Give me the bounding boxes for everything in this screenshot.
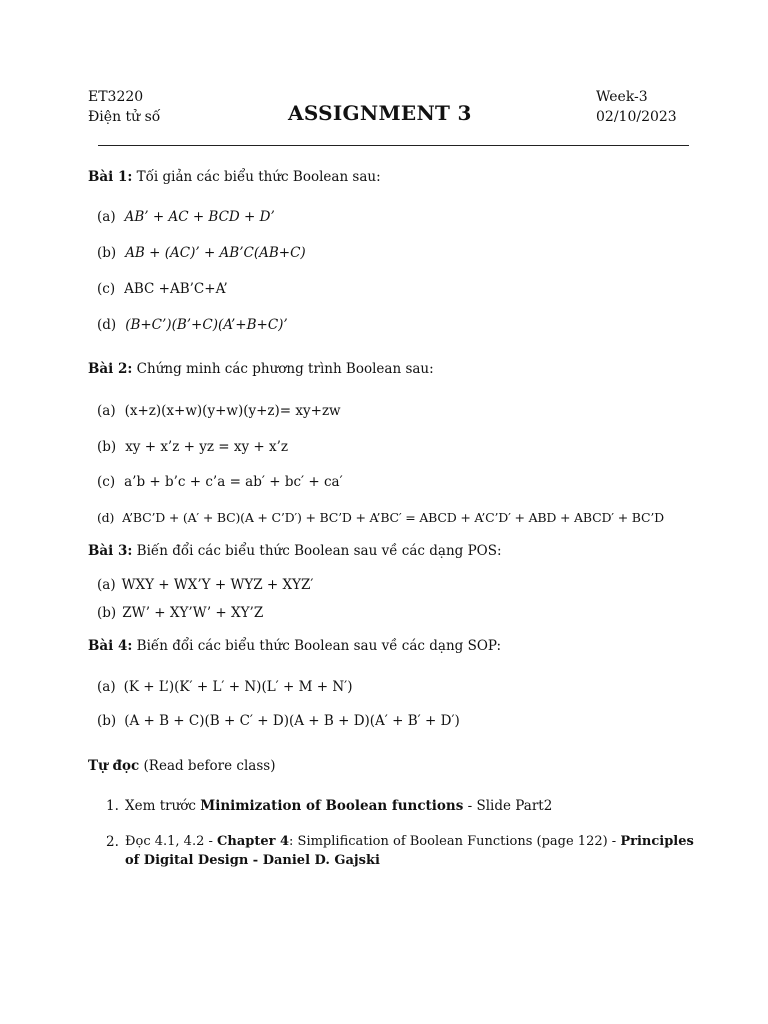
bai1-heading <box>88 168 381 186</box>
reading-pre: Đọc 4.1, 4.2 - <box>125 834 218 849</box>
item-expr: (A + B + C)(B + C′ + D)(A + B + D)(A′ + B′ + D′) <box>124 713 460 729</box>
item-expr: xy + x’z + yz = xy + x’z <box>125 439 289 455</box>
item-tag: (b) <box>97 245 117 261</box>
reading-item-2-num: 2. <box>106 834 119 850</box>
item-expr: ZW’ + XY’W’ + XY’Z <box>122 605 264 621</box>
bai2-item-b <box>97 438 288 456</box>
bai4-item-a <box>97 678 353 696</box>
item-tag: (b) <box>97 439 117 455</box>
bai4-label: Bài 4: <box>88 638 133 654</box>
item-tag: (d) <box>97 317 117 333</box>
item-tag: (c) <box>97 474 116 490</box>
bai2-heading <box>88 360 434 378</box>
bai1-item-a <box>97 208 275 226</box>
bai3-label: Bài 3: <box>88 543 133 559</box>
bai3-prompt: Biến đổi các biểu thức Boolean sau về các dạng POS: <box>132 543 502 559</box>
item-expr: a’b + b’c + c’a = ab′ + bc′ + ca′ <box>124 474 343 490</box>
header-divider <box>98 145 689 146</box>
bai2-item-d <box>97 509 664 527</box>
reading-heading <box>88 757 275 775</box>
bai4-item-b <box>97 712 460 730</box>
item-expr: ABC +AB’C+A’ <box>124 281 228 297</box>
item-expr: WXY + WX’Y + WYZ + XYZ′ <box>121 577 314 593</box>
reading-bold: Minimization of Boolean functions <box>200 798 464 814</box>
bai1-item-b <box>97 244 306 262</box>
course-name: Điện tử số <box>88 109 161 125</box>
item-tag: (d) <box>97 510 115 525</box>
reading-label: Tự đọc <box>88 758 140 774</box>
bai3-heading <box>88 542 502 560</box>
reading-item-1 <box>125 797 552 815</box>
reading-item-2 <box>125 833 694 851</box>
bai1-item-c <box>97 280 228 298</box>
course-code: ET3220 <box>88 89 144 105</box>
page-title: ASSIGNMENT 3 <box>288 101 472 125</box>
reading-book: Principles <box>620 834 694 849</box>
reading-mid: : Simplification of Boolean Functions (page 122) - <box>289 834 621 849</box>
item-tag: (a) <box>97 679 116 695</box>
bai1-prompt: Tối giản các biểu thức Boolean sau: <box>132 169 381 185</box>
item-tag: (a) <box>97 209 116 225</box>
reading-item-2-line2 <box>125 852 380 870</box>
week-label: Week-3 <box>596 89 648 105</box>
item-expr: AB’ + AC + BCD + D’ <box>124 209 275 225</box>
item-tag: (c) <box>97 281 116 297</box>
bai2-item-a <box>97 402 341 420</box>
bai4-prompt: Biến đổi các biểu thức Boolean sau về các dạng SOP: <box>132 638 502 654</box>
item-tag: (b) <box>97 605 117 621</box>
reading-item-1-num: 1. <box>106 798 119 814</box>
bai2-item-c <box>97 473 343 491</box>
bai1-item-d <box>97 316 288 334</box>
bai2-prompt: Chứng minh các phương trình Boolean sau: <box>132 361 434 377</box>
reading-pre: Xem trước <box>125 798 201 814</box>
item-tag: (b) <box>97 713 117 729</box>
reading-book-author: of Digital Design - Daniel D. Gajski <box>125 853 380 868</box>
item-expr: (x+z)(x+w)(y+w)(y+z)= xy+zw <box>124 403 341 419</box>
date-label: 02/10/2023 <box>596 109 677 125</box>
reading-note: (Read before class) <box>139 758 276 774</box>
bai3-item-b <box>97 604 263 622</box>
item-expr: (K + L’)(K′ + L′ + N)(L′ + M + N′) <box>123 679 353 695</box>
bai3-item-a <box>97 576 314 594</box>
reading-post: - Slide Part2 <box>463 798 553 814</box>
item-expr: AB + (AC)’ + AB’C(AB+C) <box>125 245 306 261</box>
bai2-label: Bài 2: <box>88 361 133 377</box>
item-tag: (a) <box>97 403 116 419</box>
item-expr: (B+C’)(B’+C)(A’+B+C)’ <box>125 317 288 333</box>
item-tag: (a) <box>97 577 116 593</box>
item-expr: A’BC’D + (A′ + BC)(A + C’D′) + BC’D + A’BC′ = ABCD + A’C’D′ + ABD + ABCD′ + BC’D <box>122 510 664 525</box>
reading-chapter: Chapter 4 <box>217 834 290 849</box>
bai1-label: Bài 1: <box>88 169 133 185</box>
bai4-heading <box>88 637 501 655</box>
